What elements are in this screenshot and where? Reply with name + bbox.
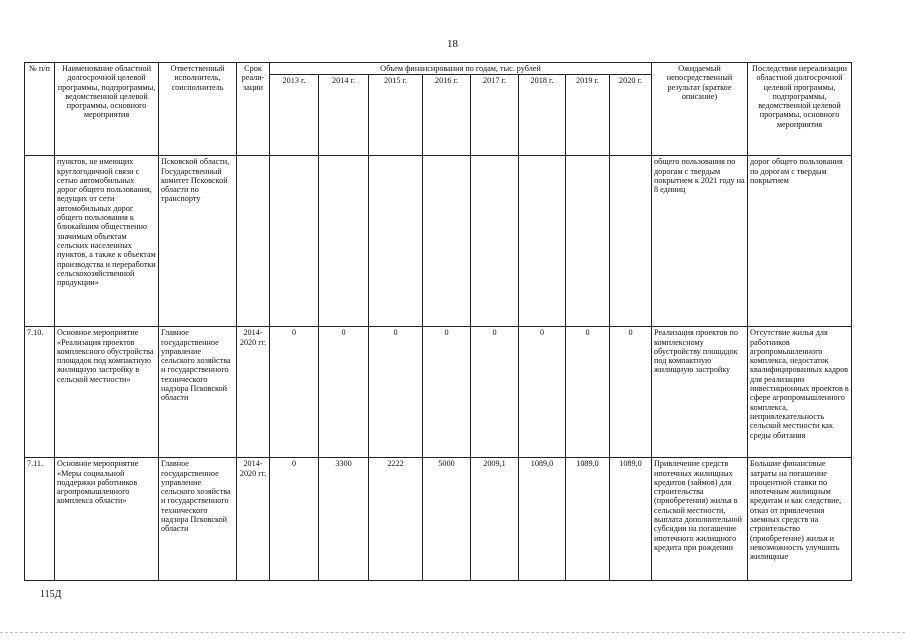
row-value: 0 bbox=[319, 327, 369, 458]
row-value bbox=[423, 156, 471, 327]
footer-code: 115Д bbox=[40, 589, 62, 600]
row-value bbox=[319, 156, 369, 327]
row-responsible: Главное государственное управление сельского хозяйства и государственного технического надзора Псковской области bbox=[159, 327, 237, 458]
row-result: Привлечение средств ипотечных жилищных кредитов (займов) для строительства (приобретения) жилья в сельской местности, выплата дополнительной субсидии на погашение ипотечного жилищного кредита при рождении bbox=[652, 458, 748, 581]
header-year: 2014 г. bbox=[319, 75, 369, 156]
table-row bbox=[25, 156, 852, 327]
row-result: общего пользования по дорогам с твердым покрытием к 2021 году на 8 единиц bbox=[652, 156, 748, 327]
row-name: пунктов, не имеющих круглогодичной связи с сетью автомобильных дорог общего пользования, ведущих от сети автомобильных дорог общего пользования к ближайшим общественно значимым объектам сельских населенных пунктов, а также к объектам производства и переработки сельскохозяйственной продукции» bbox=[55, 156, 159, 327]
row-term: 2014-2020 гг. bbox=[237, 327, 270, 458]
page-number: 18 bbox=[447, 38, 458, 50]
header-consequences: Последствия нереализации областной долгосрочной целевой программы, подпрограммы, ведомственной целевой программы, основного мероприятия bbox=[748, 63, 852, 156]
row-value bbox=[471, 156, 519, 327]
header-year: 2020 г. bbox=[610, 75, 652, 156]
row-value bbox=[566, 156, 610, 327]
header-year: 2018 г. bbox=[519, 75, 566, 156]
table-row bbox=[25, 327, 852, 458]
row-num: 7.11. bbox=[25, 458, 55, 581]
row-value: 1089,0 bbox=[519, 458, 566, 581]
row-consequences: Большие финансовые затраты на погашение процентной ставки по ипотечным жилищным кредитам и как следствие, отказ от привлечения заемных средств на строительство (приобретение) жилья и невозможность улучшить жилищные bbox=[748, 458, 852, 581]
row-value: 0 bbox=[610, 327, 652, 458]
header-year: 2016 г. bbox=[423, 75, 471, 156]
row-value bbox=[610, 156, 652, 327]
row-value: 5000 bbox=[423, 458, 471, 581]
row-responsible: Главное государственное управление сельского хозяйства и государственного технического надзора Псковской области bbox=[159, 458, 237, 581]
table-header-row bbox=[25, 63, 852, 75]
row-value: 0 bbox=[369, 327, 423, 458]
row-responsible: Псковской области, Государственный комитет Псковской области по транспорту bbox=[159, 156, 237, 327]
row-value: 0 bbox=[270, 327, 319, 458]
row-value bbox=[369, 156, 423, 327]
row-value: 3300 bbox=[319, 458, 369, 581]
row-value: 0 bbox=[566, 327, 610, 458]
row-value bbox=[519, 156, 566, 327]
row-name: Основное мероприятие «Меры социальной поддержки работников агропромышленного комплекса области» bbox=[55, 458, 159, 581]
row-num: 7.10. bbox=[25, 327, 55, 458]
row-num bbox=[25, 156, 55, 327]
table-row bbox=[25, 458, 852, 581]
row-term bbox=[237, 156, 270, 327]
row-value: 2222 bbox=[369, 458, 423, 581]
row-value: 1089,0 bbox=[610, 458, 652, 581]
header-responsible: Ответственный исполнитель, соисполнитель bbox=[159, 63, 237, 156]
header-name: Наименование областной долгосрочной целевой программы, подпрограммы, ведомственной целевой программы, основного мероприятия bbox=[55, 63, 159, 156]
row-value: 0 bbox=[270, 458, 319, 581]
financing-table bbox=[24, 62, 852, 581]
row-consequences: дорог общего пользования по дорогам с твердым покрытием bbox=[748, 156, 852, 327]
row-value: 2009,1 bbox=[471, 458, 519, 581]
header-year: 2015 г. bbox=[369, 75, 423, 156]
row-consequences: Отсутствие жилья для работников агропромышленного комплекса, недостаток квалифицированных кадров для реализации инвестиционных проектов в сфере агропромышленного комплекса, непривлекательность сельской местности как среды обитания bbox=[748, 327, 852, 458]
header-year: 2019 г. bbox=[566, 75, 610, 156]
row-value: 0 bbox=[519, 327, 566, 458]
row-term: 2014-2020 гг. bbox=[237, 458, 270, 581]
row-value: 0 bbox=[471, 327, 519, 458]
header-num: № п/п bbox=[25, 63, 55, 156]
row-value: 1089,0 bbox=[566, 458, 610, 581]
header-result: Ожидаемый непосредственный результат (краткое описание) bbox=[652, 63, 748, 156]
row-value bbox=[270, 156, 319, 327]
header-funding: Объем финансирования по годам, тыс. рублей bbox=[270, 63, 652, 75]
header-year: 2013 г. bbox=[270, 75, 319, 156]
row-name: Основное мероприятие «Реализация проектов комплексного обустройства площадок под компактную жилищную застройку в сельской местности» bbox=[55, 327, 159, 458]
header-term: Срок реали-зации bbox=[237, 63, 270, 156]
row-result: Реализация проектов по комплексному обустройству площадок под компактную жилищную застройку bbox=[652, 327, 748, 458]
header-year: 2017 г. bbox=[471, 75, 519, 156]
row-value: 0 bbox=[423, 327, 471, 458]
scan-edge-divider bbox=[0, 632, 905, 633]
